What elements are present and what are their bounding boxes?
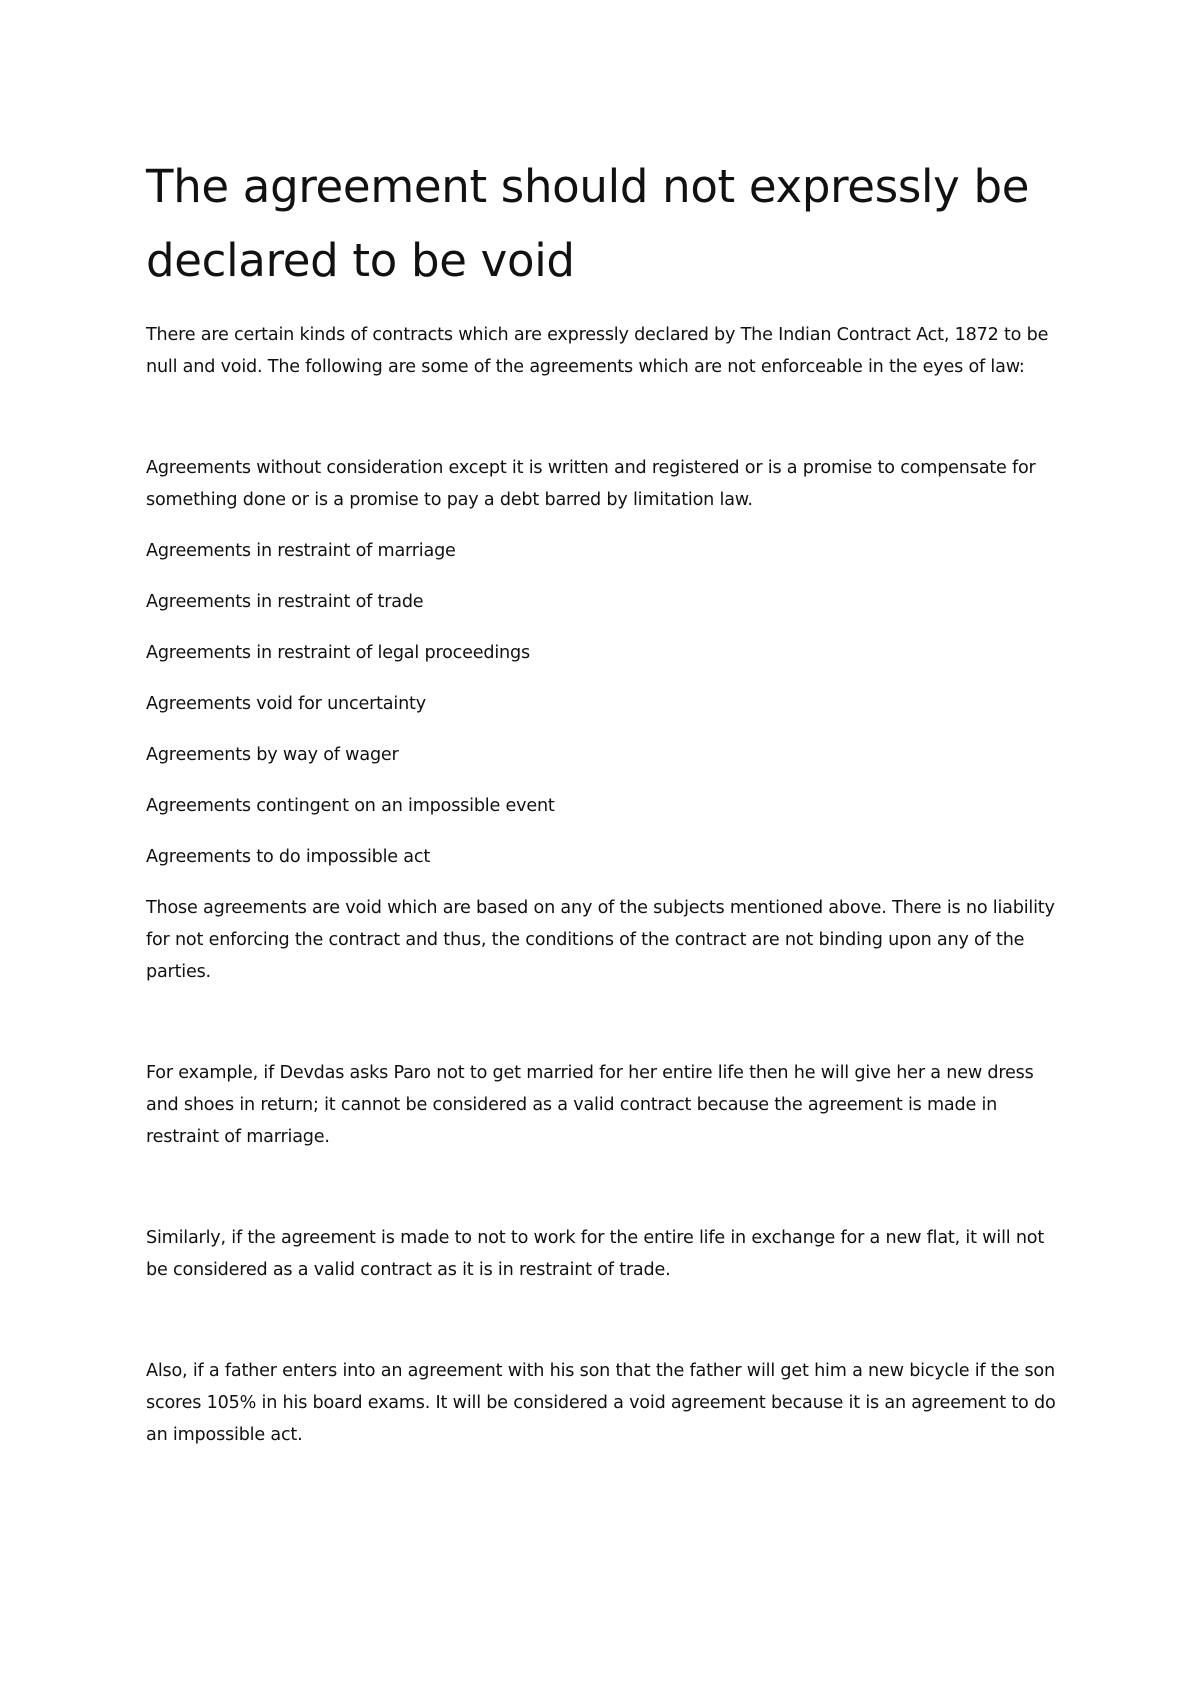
example-paragraph-impossible-act: Also, if a father enters into an agreement with his son that the father will get him a new bicycle if the son scores 105% in his board exams. It will be considered a void agreement because it is an agreement to do an impossible act. bbox=[146, 1361, 1056, 1445]
example-paragraph-marriage: For example, if Devdas asks Paro not to get married for her entire life then he will give her a new dress and shoes in return; it cannot be considered as a valid contract because the agreement is made in restraint of marriage. bbox=[146, 1063, 1034, 1147]
agreement-item-marriage: Agreements in restraint of marriage bbox=[146, 541, 456, 561]
agreement-item-legal-proceedings: Agreements in restraint of legal proceedings bbox=[146, 643, 530, 663]
agreement-item-consideration: Agreements without consideration except it is written and registered or is a promise to compensate for something done or is a promise to pay a debt barred by limitation law. bbox=[146, 458, 1036, 510]
page-title: The agreement should not expressly be declared to be void bbox=[146, 160, 1030, 287]
example-paragraph-trade: Similarly, if the agreement is made to not to work for the entire life in exchange for a new flat, it will not be considered as a valid contract as it is in restraint of trade. bbox=[146, 1228, 1045, 1280]
agreement-item-wager: Agreements by way of wager bbox=[146, 745, 399, 765]
agreement-item-impossible-act: Agreements to do impossible act bbox=[146, 847, 431, 867]
agreement-item-trade: Agreements in restraint of trade bbox=[146, 592, 424, 612]
agreement-item-impossible-event: Agreements contingent on an impossible event bbox=[146, 796, 555, 816]
document-content bbox=[146, 150, 1066, 1451]
agreement-item-uncertainty: Agreements void for uncertainty bbox=[146, 694, 426, 714]
intro-paragraph: There are certain kinds of contracts which are expressly declared by The Indian Contract Act, 1872 to be null and void. The following are some of the agreements which are not enforceable in the eyes of law: bbox=[146, 325, 1049, 377]
summary-paragraph: Those agreements are void which are based on any of the subjects mentioned above. There is no liability for not enforcing the contract and thus, the conditions of the contract are not binding upon any of the parties. bbox=[146, 898, 1055, 982]
